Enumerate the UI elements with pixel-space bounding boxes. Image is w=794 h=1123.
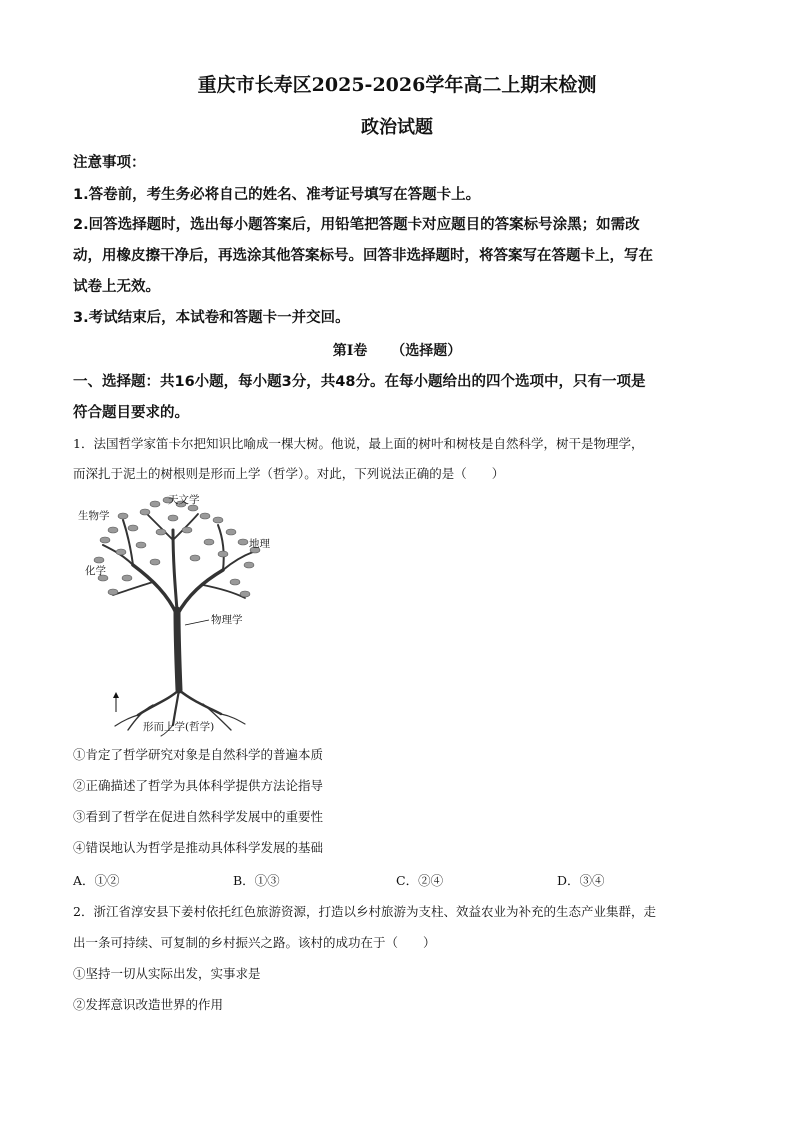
q1-option-c: C．②④	[396, 873, 444, 888]
q1-statement: ③看到了哲学在促进自然科学发展中的重要性	[73, 809, 324, 824]
label-geography: 地理	[249, 538, 270, 550]
notice-item: 2.回答选择题时，选出每小题答案后，用铅笔把答题卡对应题目的答案标号涂黑；如需改	[73, 217, 640, 233]
q2-statement: ①坚持一切从实际出发，实事求是	[73, 966, 261, 981]
part-type: （选择题）	[391, 343, 462, 359]
q1-statement: ②正确描述了哲学为具体科学提供方法论指导	[73, 778, 324, 793]
notice-item: 1.答卷前，考生务必将自己的姓名、准考证号填写在答题卡上。	[73, 187, 481, 203]
q2-stem: 2．浙江省淳安县下姜村依托红色旅游资源，打造以乡村旅游为支柱、效益农业为补充的生态产业集群，走	[73, 904, 656, 919]
notice-item: 动，用橡皮擦干净后，再选涂其他答案标号。回答非选择题时，将答案写在答题卡上，写在	[73, 248, 653, 264]
label-chemistry: 化学	[85, 565, 106, 577]
knowledge-tree-figure	[73, 490, 283, 740]
q1-stem: 1．法国哲学家笛卡尔把知识比喻成一棵大树。他说，最上面的树叶和树枝是自然科学，树干是物理学，	[73, 436, 644, 451]
q1-option-b: B．①③	[233, 873, 280, 888]
part-label: 第Ⅰ卷	[332, 343, 368, 359]
notice-heading: 注意事项：	[73, 155, 146, 171]
q1-option-d: D．③④	[557, 873, 605, 888]
q2-statement: ②发挥意识改造世界的作用	[73, 997, 224, 1012]
notice-item: 3.考试结束后，本试卷和答题卡一并交回。	[73, 310, 350, 326]
q1-statement: ④错误地认为哲学是推动具体科学发展的基础	[73, 840, 324, 855]
q1-stem: 而深扎于泥土的树根则是形而上学（哲学）。对此，下列说法正确的是（ ）	[73, 466, 505, 481]
exam-subtitle: 政治试题	[361, 117, 433, 138]
label-metaphysics: 形而上学(哲学)	[143, 721, 215, 733]
notice-item: 试卷上无效。	[73, 279, 160, 295]
q1-option-a: A．①②	[73, 873, 120, 888]
q1-statement: ①肯定了哲学研究对象是自然科学的普遍本质	[73, 747, 324, 762]
label-astronomy: 天文学	[168, 494, 200, 506]
part-heading	[0, 340, 794, 360]
section-instruction: 符合题目要求的。	[73, 405, 189, 421]
section-instruction: 一、选择题：共16小题，每小题3分，共48分。在每小题给出的四个选项中，只有一项是	[73, 374, 646, 390]
q2-stem: 出一条可持续、可复制的乡村振兴之路。该村的成功在于（ ）	[73, 935, 436, 950]
label-physics: 物理学	[211, 614, 243, 626]
exam-title: 重庆市长寿区2025-2026学年高二上期末检测	[197, 74, 597, 96]
label-biology: 生物学	[78, 510, 110, 522]
